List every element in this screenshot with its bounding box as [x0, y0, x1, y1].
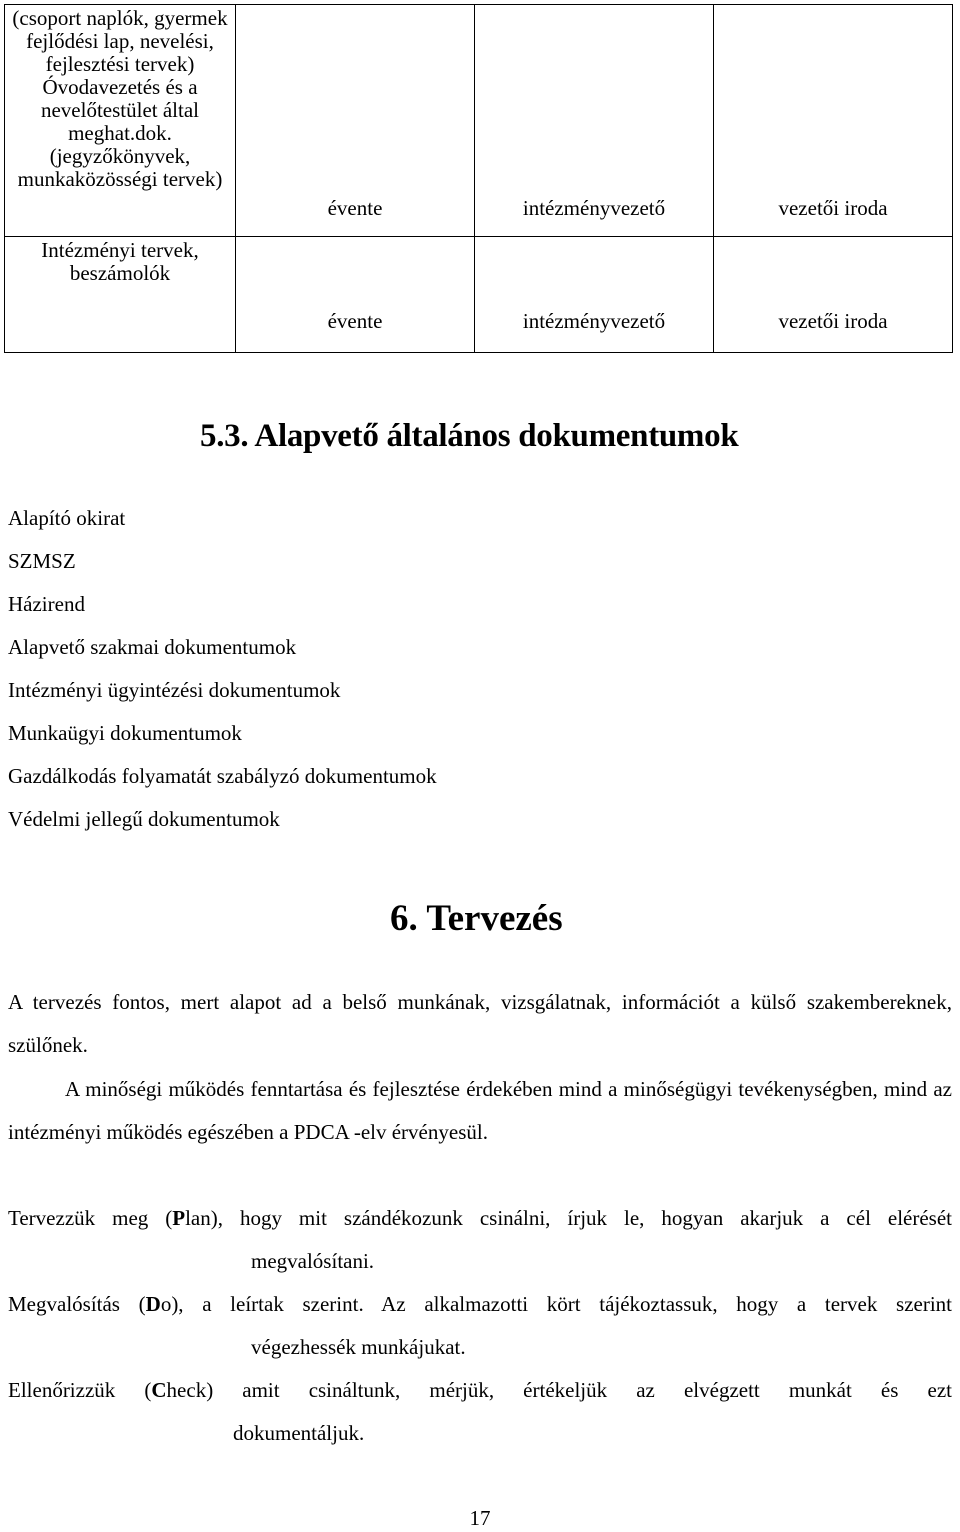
general-documents-list — [8, 503, 437, 847]
step-text-prefix: Ellenőrizzük ( — [8, 1378, 152, 1402]
cell-text: (csoport naplók, gyermek fejlődési lap, nevelési, fejlesztési tervek) Óvodavezetés és a nevelőtestület által meghat.dok. (jegyzőkönyvek, munkaközösségi tervek) — [12, 6, 228, 191]
list-item: Alapvető szakmai dokumentumok — [8, 635, 297, 659]
list-item: Gazdálkodás folyamatát szabályzó dokumentumok — [8, 764, 437, 788]
pdca-step-do — [8, 1283, 952, 1369]
step-text: lan), hogy mit szándékozunk csinálni, írjuk le, hogyan akarjuk a cél elérését — [185, 1206, 952, 1230]
step-continuation: megvalósítani. — [251, 1249, 375, 1273]
pdca-step-plan — [8, 1197, 952, 1283]
table-cell-responsible — [475, 237, 714, 353]
step-key-letter: P — [172, 1206, 186, 1230]
list-item: Munkaügyi dokumentumok — [8, 721, 242, 745]
list-item: Alapító okirat — [8, 506, 126, 530]
step-text-prefix: Tervezzük meg ( — [8, 1206, 173, 1230]
planning-paragraph-1: A tervezés fontos, mert alapot ad a belső munkának, vizsgálatnak, információt a külső szakembereknek, szülőnek. — [8, 990, 952, 1057]
table-row — [5, 237, 953, 353]
table-cell-document — [5, 237, 236, 353]
cell-text: intézményvezető — [522, 196, 666, 220]
list-item: Házirend — [8, 592, 85, 616]
cell-text: Intézményi tervek, beszámolók — [41, 238, 199, 285]
cell-text: vezetői iroda — [778, 196, 888, 220]
cell-text: intézményvezető — [522, 309, 666, 333]
cell-text: évente — [327, 309, 383, 333]
table-cell-frequency — [236, 237, 475, 353]
table-row — [5, 5, 953, 237]
step-key-letter: C — [151, 1378, 167, 1402]
table-cell-responsible — [475, 5, 714, 237]
document-register-table — [4, 4, 953, 353]
list-item: Védelmi jellegű dokumentumok — [8, 807, 280, 831]
step-continuation: végezhessék munkájukat. — [251, 1335, 466, 1359]
step-text-prefix: Megvalósítás ( — [8, 1292, 146, 1316]
page-number: 17 — [469, 1506, 491, 1530]
planning-paragraph-2: A minőségi működés fenntartása és fejlesztése érdekében mind a minőségügyi tevékenységben, mind az intézményi működés egészében a PDCA -elv érvényesül. — [8, 1077, 952, 1144]
table-cell-document — [5, 5, 236, 237]
table-cell-location — [714, 237, 953, 353]
step-key-letter: D — [145, 1292, 161, 1316]
section-heading-5-3: 5.3. Alapvető általános dokumentumok — [200, 418, 739, 454]
cell-text: évente — [327, 196, 383, 220]
pdca-step-check — [8, 1369, 952, 1455]
section-heading-6: 6. Tervezés — [390, 898, 563, 939]
cell-text: vezetői iroda — [778, 309, 888, 333]
table-cell-frequency — [236, 5, 475, 237]
step-text: heck) amit csináltunk, mérjük, értékeljük az elvégzett munkát és ezt — [166, 1378, 952, 1402]
step-continuation: dokumentáljuk. — [233, 1421, 365, 1445]
step-text: o), a leírtak szerint. Az alkalmazotti kört tájékoztassuk, hogy a tervek szerint — [160, 1292, 952, 1316]
table-cell-location — [714, 5, 953, 237]
list-item: Intézményi ügyintézési dokumentumok — [8, 678, 341, 702]
list-item: SZMSZ — [8, 549, 76, 573]
